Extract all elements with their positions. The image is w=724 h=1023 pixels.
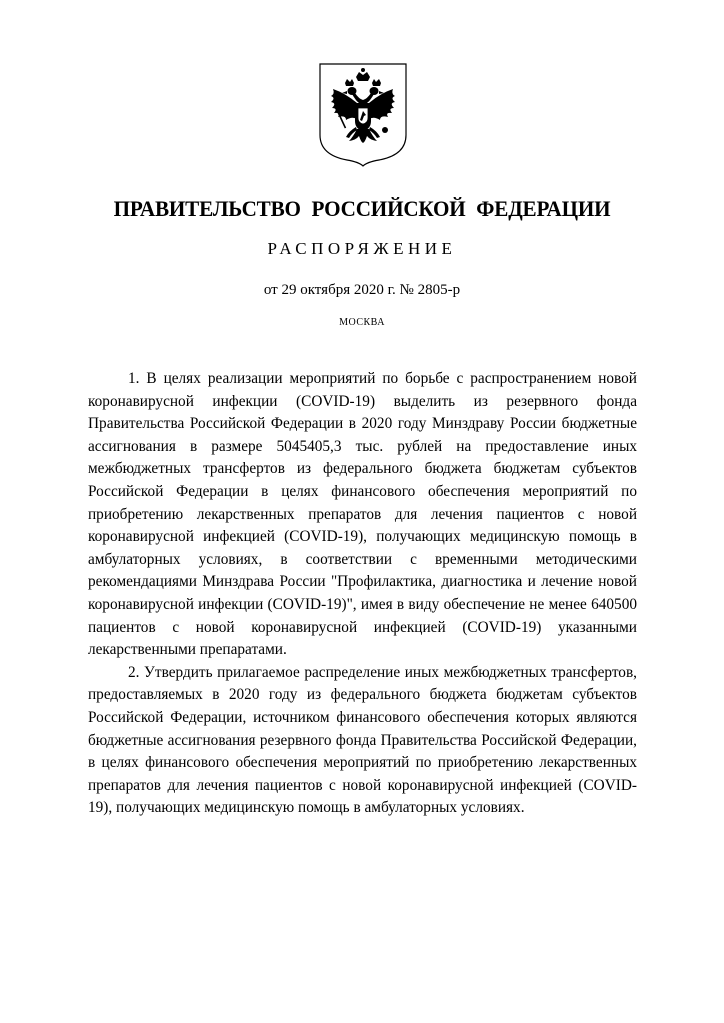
issuer-title: ПРАВИТЕЛЬСТВО РОССИЙСКОЙ ФЕДЕРАЦИИ	[113, 196, 611, 221]
document-body	[88, 368, 637, 820]
city: МОСКВА	[339, 317, 385, 328]
coat-of-arms-icon	[319, 63, 407, 167]
date-and-number: от 29 октября 2020 г. № 2805-р	[263, 282, 461, 298]
paragraph-1: 1. В целях реализации мероприятий по борьбе с распространением новой коронавирусной инфекции (COVID-19) выделить из резервного фонда Правительства Российской Федерации в 2020 году Минздраву России бюджетные ассигнования в размере 5045405,3 тыс. рублей на предоставление иных межбюджетных трансфертов из федерального бюджета бюджетам субъектов Российской Федерации в целях финансового обеспечения мероприятий по приобретению лекарственных препаратов для лечения пациентов с новой коронавирусной инфекцией (COVID-19), получающих медицинскую помощь в амбулаторных условиях, в соответствии с временными методическими рекомендациями Минздрава России "Профилактика, диагностика и лечение новой коронавирусной инфекции (COVID-19)", имея в виду обеспечение не менее 640500 пациентов с новой коронавирусной инфекцией (COVID-19) указанными лекарственными препаратами.	[88, 370, 637, 659]
paragraph-2: 2. Утвердить прилагаемое распределение иных межбюджетных трансфертов, предоставляемых в 2020 году из федерального бюджета бюджетам субъектов Российской Федерации, источником финансового обеспечения которых являются бюджетные ассигнования резервного фонда Правительства Российской Федерации, в целях финансового обеспечения мероприятий по приобретению лекарственных препаратов для лечения пациентов с новой коронавирусной инфекцией (COVID-19), получающих медицинскую помощь в амбулаторных условиях.	[88, 663, 637, 817]
document-type: РАСПОРЯЖЕНИЕ	[267, 239, 457, 258]
